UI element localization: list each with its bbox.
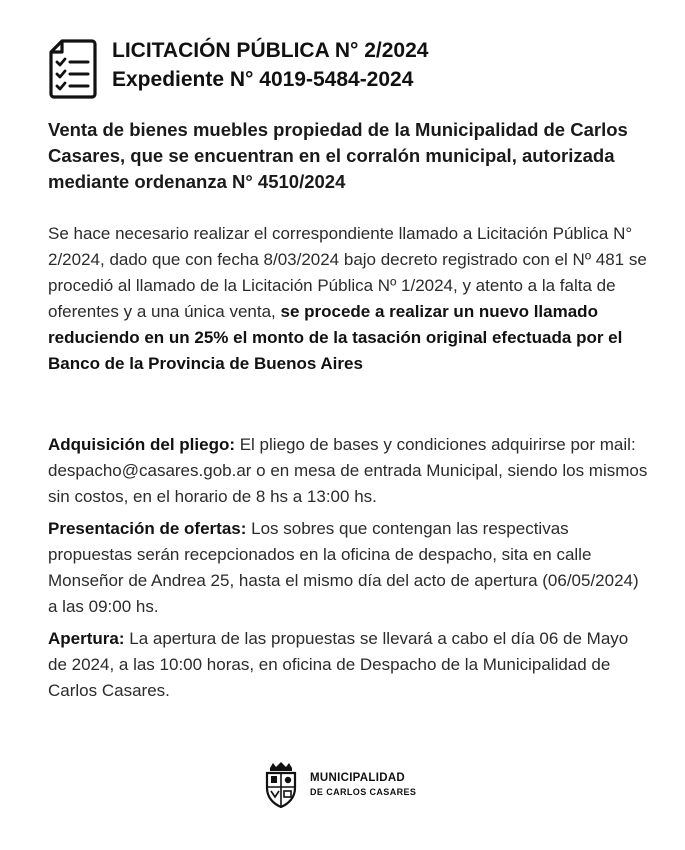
section-apertura (48, 626, 648, 704)
expediente-number: Expediente N° 4019-5484-2024 (112, 68, 414, 91)
section-label: Apertura: (48, 629, 125, 648)
section-ofertas (48, 516, 648, 620)
sections (48, 432, 648, 710)
section-pliego (48, 432, 648, 510)
header (48, 36, 428, 100)
body-intro: Se hace necesario realizar el correspondiente llamado a Licitación Pública N° 2/2024, dado que con fecha 8/03/2024 bajo decreto registrado con el Nº 481 se procedió al llamado de la Licitación Pública Nº 1/2024, y atento a la falta de oferentes y a una única venta, (48, 224, 647, 321)
footer-logo (262, 762, 416, 808)
org-name-line1: MUNICIPALIDAD (310, 772, 406, 784)
body-emphasis: se procede a realizar un nuevo llamado reduciendo en un 25% el monto de la tasación original efectuada por el Banco de la Provincia de Buenos Aires (48, 302, 623, 373)
municipal-crest-icon (262, 762, 300, 808)
org-name-line2: DE CARLOS CASARES (310, 787, 417, 797)
section-text: Los sobres que contengan las respectivas propuestas serán recepcionados en la oficina de despacho, sita en calle Monseñor de Andrea 25, hasta el mismo día del acto de apertura (06/05/2024) a las 09:00 hs. (48, 519, 639, 616)
section-text: El pliego de bases y condiciones adquirirse por mail: despacho@casares.gob.ar o en mesa de entrada Municipal, siendo los mismos sin costos, en el horario de 8 hs a 13:00 hs. (48, 435, 648, 506)
section-label: Adquisición del pliego: (48, 435, 235, 454)
section-text: La apertura de las propuestas se llevará a cabo el día 06 de Mayo de 2024, a las 10:00 horas, en oficina de Despacho de la Municipalidad de Carlos Casares. (48, 629, 629, 700)
header-text (112, 36, 428, 94)
org-name (310, 771, 416, 799)
checklist-document-icon (48, 38, 98, 100)
body-paragraph (48, 221, 648, 377)
section-label: Presentación de ofertas: (48, 519, 247, 538)
page-title: LICITACIÓN PÚBLICA N° 2/2024 (112, 39, 429, 62)
subtitle: Venta de bienes muebles propiedad de la Municipalidad de Carlos Casares, que se encuentran en el corralón municipal, autorizada mediante ordenanza N° 4510/2024 (48, 119, 628, 192)
